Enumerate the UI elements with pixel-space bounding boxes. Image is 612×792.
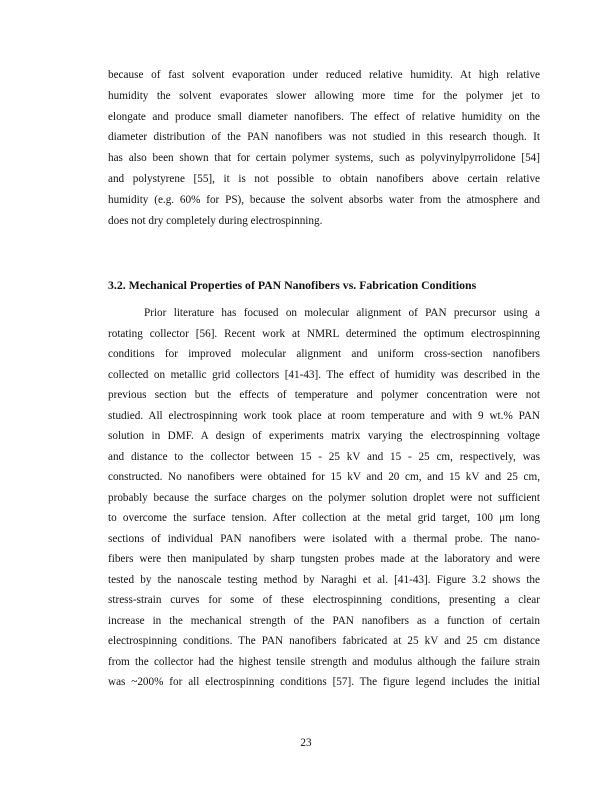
paragraph-2-line-9: constructed. No nanofibers were obtained for 15 kV and 20 cm, and 15 kV and 25 cm, <box>108 471 540 483</box>
paragraph-2-line-10: probably because the surface charges on the polymer solution droplet were not sufficient <box>108 491 540 504</box>
paragraph-2-line-15: stress-strain curves for some of these electrospinning conditions, presenting a clear <box>108 594 540 606</box>
paragraph-2-line-17: electrospinning conditions. The PAN nanofibers fabricated at 25 kV and 25 cm distance <box>108 635 540 647</box>
paragraph-1-line-1: because of fast solvent evaporation under reduced relative humidity. At high relative <box>108 69 540 81</box>
paragraph-2-line-5: previous section but the effects of temperature and polymer concentration were not <box>108 389 540 401</box>
section-heading: 3.2. Mechanical Properties of PAN Nanofibers vs. Fabrication Conditions <box>108 278 477 292</box>
paragraph-1-line-7: humidity (e.g. 60% for PS), because the solvent absorbs water from the atmosphere and <box>108 193 540 206</box>
paragraph-2-line-7: solution in DMF. A design of experiments matrix varying the electrospinning voltage <box>108 430 540 442</box>
paragraph-2-line-14: tested by the nanoscale testing method by Naraghi et al. [41-43]. Figure 3.2 shows the <box>108 573 540 586</box>
paragraph-2-line-4: collected on metallic grid collectors [41-43]. The effect of humidity was described in the <box>108 368 540 381</box>
paragraph-1-line-3: elongate and produce small diameter nanofibers. The effect of relative humidity on the <box>108 110 540 123</box>
paragraph-2-line-16: increase in the mechanical strength of the PAN nanofibers as a function of certain <box>108 614 540 627</box>
paragraph-2-line-18: from the collector had the highest tensile strength and modulus although the failure strain <box>108 655 540 668</box>
paragraph-2-line-12: sections of individual PAN nanofibers were isolated with a thermal probe. The nano- <box>108 532 540 545</box>
paragraph-1-line-4: diameter distribution of the PAN nanofibers was not studied in this research though. It <box>108 131 540 144</box>
page-number: 23 <box>300 737 312 749</box>
paragraph-1-line-8: does not dry completely during electrospinning. <box>108 214 323 227</box>
paragraph-2-line-8: and distance to the collector between 15 - 25 kV and 15 - 25 cm, respectively, was <box>108 450 540 463</box>
paragraph-1-line-2: humidity the solvent evaporates slower allowing more time for the polymer jet to <box>108 89 540 102</box>
paragraph-1-line-6: and polystyrene [55], it is not possible to obtain nanofibers above certain relative <box>108 173 540 185</box>
paragraph-2-line-3: conditions for improved molecular alignment and uniform cross-section nanofibers <box>108 348 540 360</box>
paragraph-2-line-1: Prior literature has focused on molecular alignment of PAN precursor using a <box>144 307 540 319</box>
paragraph-2-line-6: studied. All electrospinning work took place at room temperature and with 9 wt.% PAN <box>108 409 540 422</box>
paragraph-2-line-19: was ~200% for all electrospinning conditions [57]. The figure legend includes the initial <box>108 676 540 688</box>
paragraph-2-line-11: to overcome the surface tension. After collection at the metal grid target, 100 μm long <box>108 512 540 524</box>
paragraph-2-line-13: fibers were then manipulated by sharp tungsten probes made at the laboratory and were <box>108 553 540 565</box>
paragraph-2-line-2: rotating collector [56]. Recent work at NMRL determined the optimum electrospinning <box>108 327 540 340</box>
paragraph-1-line-5: has also been shown that for certain polymer systems, such as polyvinylpyrrolidone [54] <box>108 152 540 165</box>
